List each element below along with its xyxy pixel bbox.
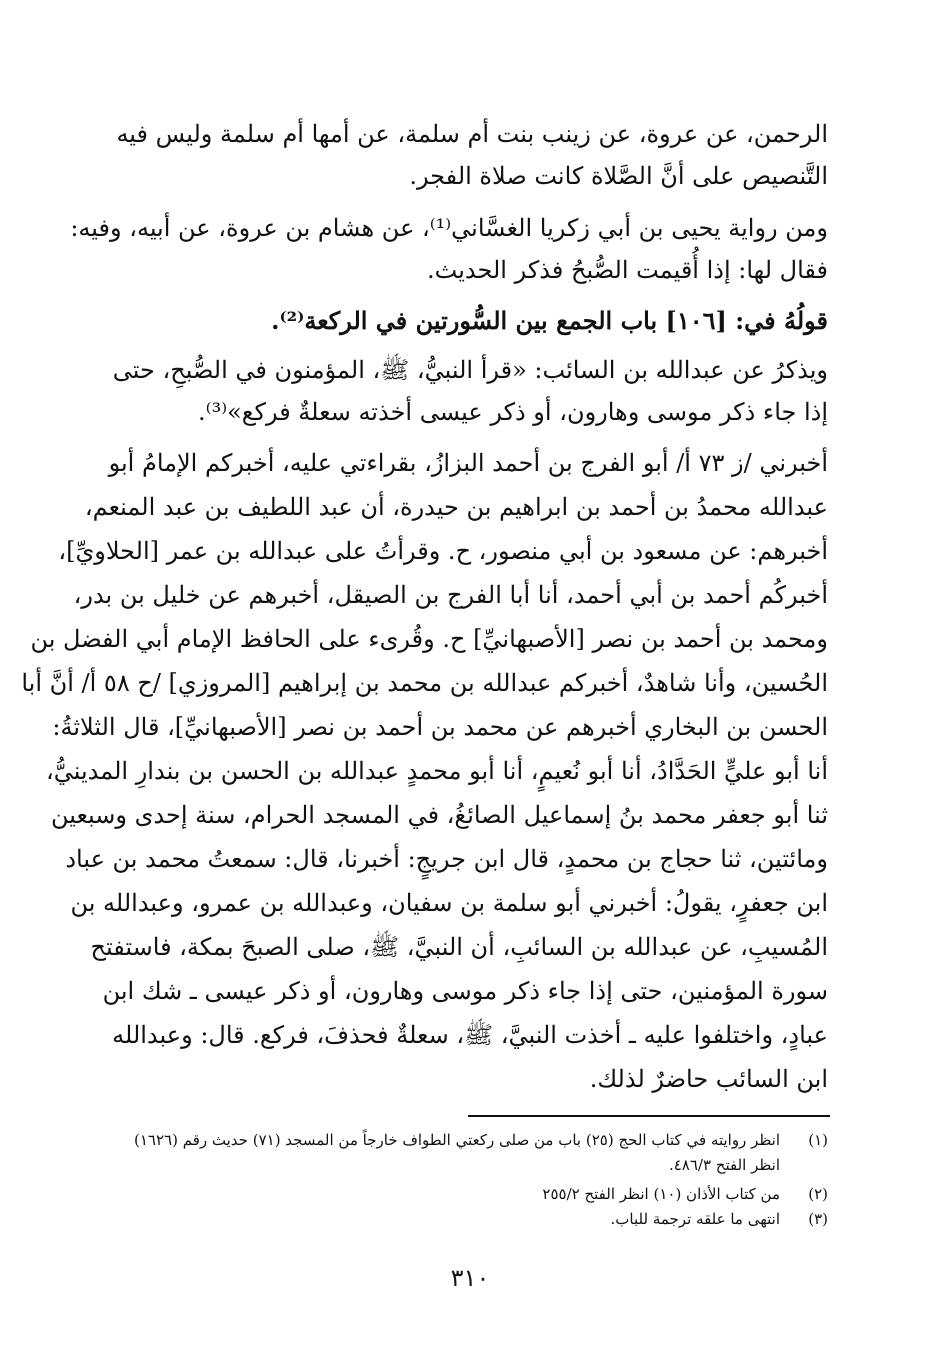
page-number: ٣١٠ xyxy=(450,1264,490,1292)
footnote-number: (٢) xyxy=(808,1185,828,1203)
body-line: ومن رواية يحيى بن أبي زكريا الغسَّاني⁽¹⁾، عن هشام بن عروة، عن أبيه، وفيه: xyxy=(70,214,828,242)
footnote-text: انظر روايته في كتاب الحج (٢٥) باب من صلى ركعتي الطواف خارجاً من المسجد (٧١) حديث رقم (١٦٢٦) xyxy=(134,1131,780,1149)
body-line: عبادٍ، واختلفوا عليه ـ أخذت النبيَّ، ﷺ، سعلةٌ فحذفَ، فركع. قال: وعبدالله xyxy=(112,1021,828,1049)
footnote-3 xyxy=(106,1207,828,1231)
footnote-text: انتهى ما علقه ترجمة للباب. xyxy=(610,1210,780,1228)
footnote-separator xyxy=(468,1115,830,1117)
body-line: ومحمد بن أحمد بن نصر [الأصبهانيِّ] ح. وقُرىء على الحافظ الإمام أبي الفضل بن xyxy=(30,625,828,653)
footnote-2 xyxy=(106,1182,828,1206)
body-line: فقال لها: إذا أُقيمت الصُّبحُ فذكر الحديث. xyxy=(427,256,828,284)
body-line: عبدالله محمدُ بن أحمد بن ابراهيم بن حيدرة، أن عبد اللطيف بن عبد المنعم، xyxy=(84,493,828,521)
body-line: إذا جاء ذكر موسى وهارون، أو ذكر عيسى أخذته سعلةٌ فركع»⁽³⁾. xyxy=(198,398,828,426)
footnote-1 xyxy=(106,1128,828,1152)
body-line: أخبرهم: عن مسعود بن أبي منصور، ح. وقرأتُ على عبدالله بن عمر [الحلاويِّ]، xyxy=(58,537,828,565)
footnote-number: (١) xyxy=(808,1131,828,1149)
body-line: الرحمن، عن عروة، عن زينب بنت أم سلمة، عن أمها أم سلمة وليس فيه xyxy=(116,120,828,148)
body-line: أخبركُم أحمد بن أبي أحمد، أنا أبا الفرج بن الصيقل، أخبرهم عن خليل بن بدر، xyxy=(73,581,828,609)
footnote-text: من كتاب الأذان (١٠) انظر الفتح ٢٥٥/٢ xyxy=(542,1185,780,1203)
body-line: المُسيبِ، عن عبدالله بن السائبِ، أن النبيَّ، ﷺ، صلى الصبحَ بمكة، فاستفتح xyxy=(90,933,828,961)
body-line: الحُسين، وأنا شاهدٌ، أخبركم عبدالله بن محمد بن إبراهيم [المروزي] /ح ٥٨ أ/ أنَّ أبا xyxy=(21,669,828,697)
footnote-1-continuation xyxy=(58,1153,828,1177)
body-line: سورة المؤمنين، حتى إذا جاء ذكر موسى وهارون، أو ذكر عيسى ـ شك ابن xyxy=(102,977,828,1005)
body-line: ثنا أبو جعفر محمد بنُ إسماعيل الصائغُ، في المسجد الحرام، سنة إحدى وسبعين xyxy=(50,801,828,829)
section-heading: قولُهُ في: [١٠٦] باب الجمع بين السُّورتين في الركعة⁽²⁾. xyxy=(271,306,828,335)
footnote-text: انظر الفتح ٤٨٦/٣. xyxy=(668,1156,780,1174)
body-line: ومائتين، ثنا حجاج بن محمدٍ، قال ابن جريجٍ: أخبرنا، قال: سمعتُ محمد بن عباد xyxy=(65,845,828,873)
body-line: أخبرني /ز ٧٣ أ/ أبو الفرج بن أحمد البزازُ، بقراءتي عليه، أخبركم الإمامُ أبو xyxy=(108,449,828,477)
footnote-number: (٣) xyxy=(808,1210,828,1228)
body-line: الحسن بن البخاري أخبرهم عن محمد بن أحمد بن نصر [الأصبهانيِّ]، قال الثلاثةُ: xyxy=(52,713,828,741)
body-line: ابن جعفرٍ، يقولُ: أخبرني أبو سلمة بن سفيان، وعبدالله بن عمرو، وعبدالله بن xyxy=(70,889,828,917)
body-line: ابن السائب حاضرٌ لذلك. xyxy=(589,1065,828,1093)
body-line: ويذكرُ عن عبدالله بن السائب: «قرأ النبيُّ، ﷺ، المؤمنون في الصُّبحِ، حتى xyxy=(112,356,828,384)
body-line: أنا أبو عليٍّ الحَدَّادُ، أنا أبو نُعيمٍ، أنا أبو محمدٍ عبدالله بن الحسن بن بندارِ المدينيُّ، xyxy=(45,757,828,785)
body-line: التَّنصيص على أنَّ الصَّلاة كانت صلاة الفجر. xyxy=(409,162,828,190)
